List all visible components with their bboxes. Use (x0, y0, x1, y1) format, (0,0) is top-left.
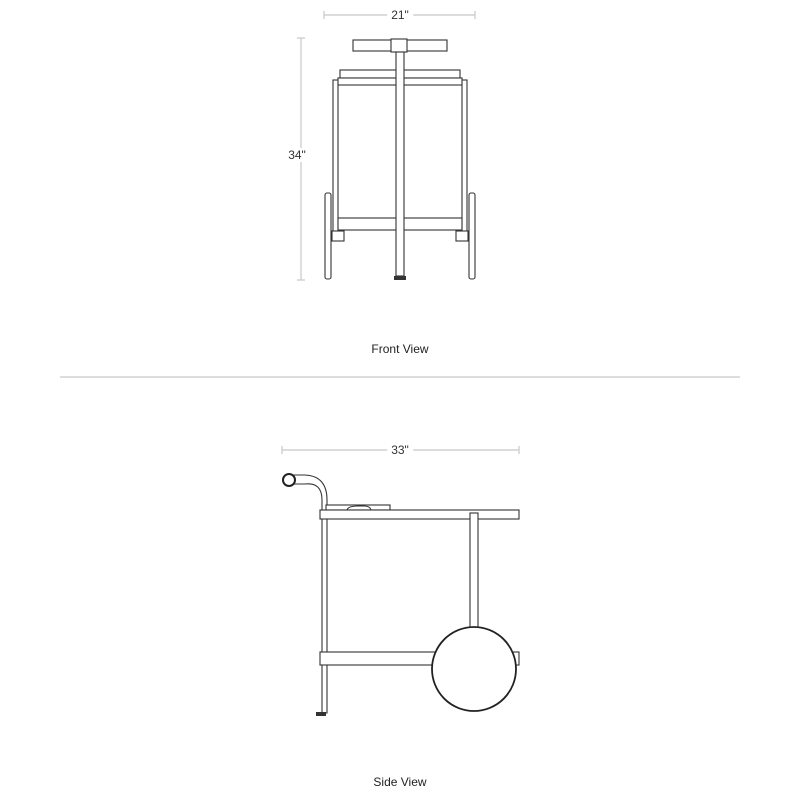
side-view-caption: Side View (373, 775, 427, 789)
side-wheel (432, 627, 516, 711)
side-view-cart (283, 474, 519, 716)
front-view-caption: Front View (371, 342, 429, 356)
left-wheel (325, 193, 331, 279)
front-width-label: 21" (387, 8, 413, 22)
right-wheel (469, 193, 475, 279)
front-height-label: 34" (284, 148, 310, 162)
side-depth-label: 33" (387, 443, 413, 457)
front-view-cart (325, 39, 475, 280)
